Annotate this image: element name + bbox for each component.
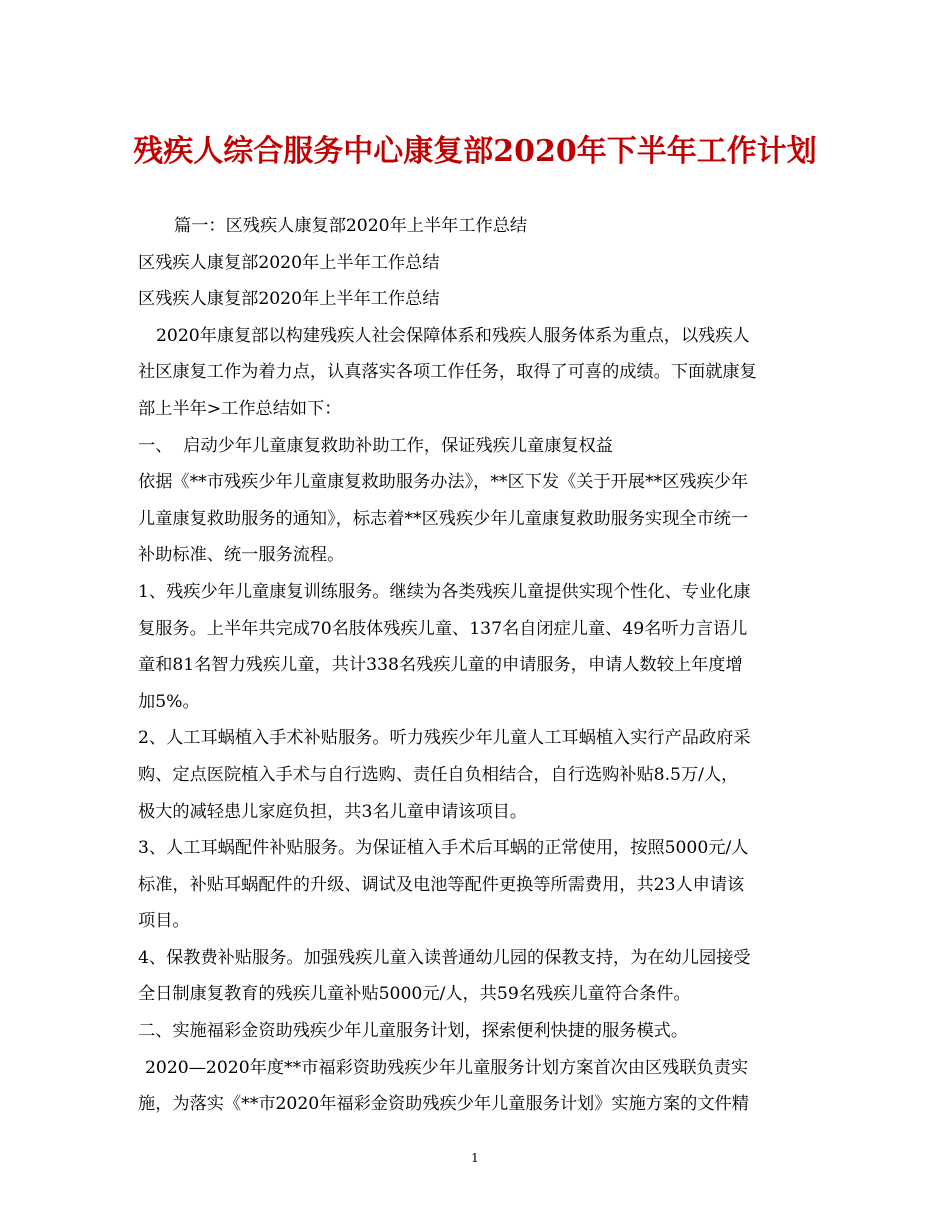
body-line: 儿童康复救助服务的通知》，标志着**区残疾少年儿童康复救助服务实现全市统一 bbox=[138, 508, 749, 529]
body-line: 部上半年>工作总结如下： bbox=[138, 398, 342, 419]
body-line: 1、残疾少年儿童康复训练服务。继续为各类残疾儿童提供实现个性化、专业化康 bbox=[138, 581, 751, 602]
body-line: 2020—2020年度**市福彩资助残疾少年儿童服务计划方案首次由区残联负责实 bbox=[145, 1057, 749, 1078]
body-line: 二、实施福彩金资助残疾少年儿童服务计划，探索便利快捷的服务模式。 bbox=[138, 1021, 689, 1042]
body-line: 复服务。上半年共完成70名肢体残疾儿童、137名自闭症儿童、49名听力言语儿 bbox=[138, 618, 748, 639]
body-line: 极大的减轻患儿家庭负担，共3名儿童申请该项目。 bbox=[138, 801, 528, 822]
body-line: 区残疾人康复部2020年上半年工作总结 bbox=[138, 252, 440, 273]
document-body bbox=[138, 208, 812, 1123]
body-line: 区残疾人康复部2020年上半年工作总结 bbox=[138, 289, 440, 310]
body-line: 4、保教费补贴服务。加强残疾儿童入读普通幼儿园的保教支持，为在幼儿园接受 bbox=[138, 947, 751, 968]
body-line: 3、人工耳蜗配件补贴服务。为保证植入手术后耳蜗的正常使用，按照5000元/人 bbox=[138, 838, 749, 859]
body-line: 2020年康复部以构建残疾人社会保障体系和残疾人服务体系为重点，以残疾人 bbox=[156, 325, 750, 346]
body-line: 篇一：区残疾人康复部2020年上半年工作总结 bbox=[174, 216, 528, 236]
body-line: 施，为落实《**市2020年福彩金资助残疾少年儿童服务计划》实施方案的文件精 bbox=[138, 1094, 749, 1115]
body-line: 依据《**市残疾少年儿童康复救助服务办法》，**区下发《关于开展**区残疾少年 bbox=[138, 472, 749, 493]
body-line: 补助标准、统一服务流程。 bbox=[138, 545, 345, 566]
body-line: 童和81名智力残疾儿童，共计338名残疾儿童的申请服务，申请人数较上年度增 bbox=[138, 655, 743, 676]
body-line: 全日制康复教育的残疾儿童补贴5000元/人，共59名残疾儿童符合条件。 bbox=[138, 984, 691, 1005]
body-line: 社区康复工作为着力点，认真落实各项工作任务，取得了可喜的成绩。下面就康复 bbox=[138, 362, 757, 383]
body-line: 项目。 bbox=[138, 911, 190, 932]
body-line: 一、 启动少年儿童康复救助补助工作，保证残疾儿童康复权益 bbox=[138, 435, 613, 456]
body-line: 标准，补贴耳蜗配件的升级、调试及电池等配件更换等所需费用，共23人申请该 bbox=[138, 874, 745, 895]
body-line: 加5%。 bbox=[138, 691, 200, 712]
document-title: 残疾人综合服务中心康复部2020年下半年工作计划 bbox=[133, 134, 817, 169]
body-line: 购、定点医院植入手术与自行选购、责任自负相结合，自行选购补贴8.5万/人， bbox=[138, 764, 739, 785]
page-number: 1 bbox=[471, 1151, 479, 1165]
body-line: 2、人工耳蜗植入手术补贴服务。听力残疾少年儿童人工耳蜗植入实行产品政府采 bbox=[138, 728, 751, 749]
